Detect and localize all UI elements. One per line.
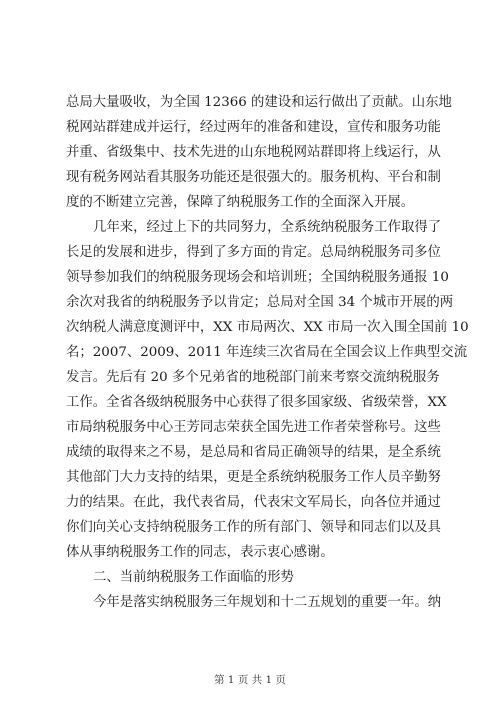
text-line: 其他部门大力支持的结果，更是全系统纳税服务工作人员辛勤努	[66, 470, 441, 485]
text-line: 工作。全省各级纳税服务中心获得了很多国家级、省级荣誉，XX	[66, 395, 447, 410]
text-line: 长足的发展和进步，得到了多方面的肯定。总局纳税服务司多位	[66, 245, 441, 260]
text-line: 名；2007、2009、2011 年连续三次省局在全国会议上作典型交流	[66, 345, 468, 360]
page-footer	[0, 672, 500, 687]
text-line: 余次对我省的纳税服务予以肯定；总局对全国 34 个城市开展的两	[66, 295, 454, 310]
body-text	[66, 90, 469, 615]
text-line: 次纳税人满意度测评中，XX 市局两次、XX 市局一次入围全国前 10	[66, 320, 469, 335]
text-line: 税网站群建成并运行，经过两年的准备和建设，宣传和服务功能	[66, 120, 441, 135]
text-line: 发言。先后有 20 多个兄弟省的地税部门前来考察交流纳税服务	[66, 370, 440, 385]
text-line: 现有税务网站看其服务功能还是很强大的。服务机构、平台和制	[66, 170, 441, 185]
text-line: 度的不断建立完善，保障了纳税服务工作的全面深入开展。	[66, 195, 415, 210]
text-line: 并重、省级集中、技术先进的山东地税网站群即将上线运行，从	[66, 145, 441, 160]
text-line: 力的结果。在此，我代表省局，代表宋文军局长，向各位并通过	[66, 495, 441, 510]
text-line: 几年来，经过上下的共同努力，全系统纳税服务工作取得了	[93, 220, 442, 235]
text-line: 市局纳税服务中心王芳同志荣获全国先进工作者荣誉称号。这些	[66, 420, 441, 435]
text-line: 今年是落实纳税服务三年规划和十二五规划的重要一年。纳	[93, 595, 442, 610]
text-line: 你们向关心支持纳税服务工作的所有部门、领导和同志们以及具	[66, 520, 441, 535]
text-line: 体从事纳税服务工作的同志，表示衷心感谢。	[66, 545, 334, 560]
text-line: 成绩的取得来之不易，是总局和省局正确领导的结果，是全系统	[66, 445, 441, 460]
section-heading: 二、当前纳税服务工作面临的形势	[93, 570, 294, 585]
text-line: 领导参加我们的纳税服务现场会和培训班；全国纳税服务通报 10	[66, 270, 449, 285]
text-line: 总局大量吸收，为全国 12366 的建设和运行做出了贡献。山东地	[66, 95, 452, 110]
page-number-label: 第 1 页 共 1 页	[213, 674, 287, 686]
